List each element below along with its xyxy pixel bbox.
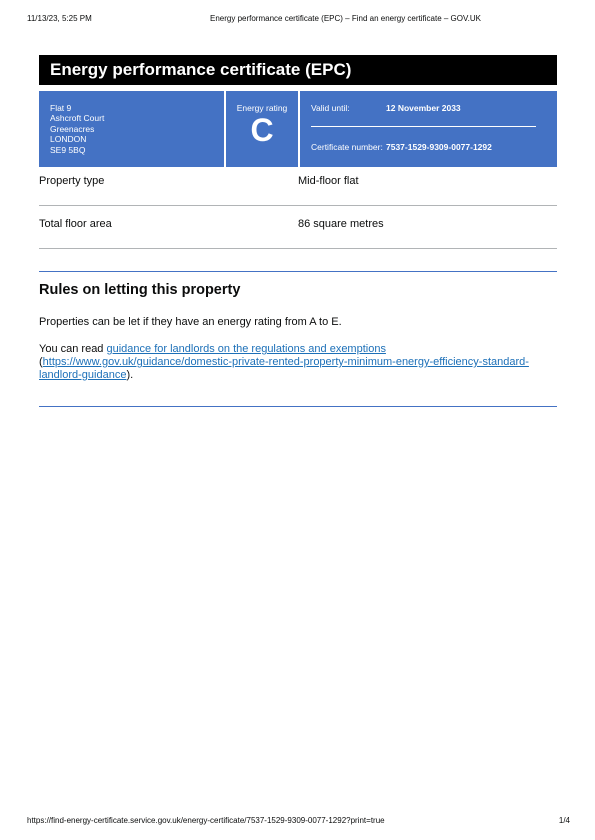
detail-row-floor-area xyxy=(39,206,557,249)
print-page-title: Energy performance certificate (EPC) – Find an energy certificate – GOV.UK xyxy=(210,14,481,23)
certificate-number-label: Certificate number: xyxy=(311,142,383,152)
energy-rating-letter: C xyxy=(250,112,274,148)
valid-until-label: Valid until: xyxy=(311,103,350,113)
guidance-url-link[interactable]: https://www.gov.uk/guidance/domestic-private-rented-property-minimum-energy-efficiency-standard-landlord-guidance xyxy=(39,356,529,381)
property-address xyxy=(39,91,224,167)
guidance-url-close: ) xyxy=(126,369,131,381)
address-line: LONDON xyxy=(50,134,87,145)
section-divider-top xyxy=(39,271,557,272)
print-footer xyxy=(27,816,570,828)
certificate-summary xyxy=(39,91,557,167)
print-url: https://find-energy-certificate.service.gov.uk/energy-certificate/7537-1529-9309-0077-1292?print=true xyxy=(27,816,385,825)
certificate-heading: Energy performance certificate (EPC) xyxy=(39,55,557,85)
energy-rating-label: Energy rating xyxy=(236,103,288,113)
address-line: SE9 5BQ xyxy=(50,144,86,155)
letting-rating-text: Properties can be let if they have an energy rating from A to E. xyxy=(39,316,342,328)
validity-divider xyxy=(311,126,536,127)
letting-guidance-paragraph xyxy=(39,343,529,382)
detail-value: Mid-floor flat xyxy=(298,175,359,187)
print-header xyxy=(27,14,570,26)
certificate-number: 7537-1529-9309-0077-1292 xyxy=(386,142,492,152)
detail-value: 86 square metres xyxy=(298,218,384,230)
address-line: Flat 9 xyxy=(50,103,72,113)
address-line: Greenacres xyxy=(50,123,95,134)
letting-rules-heading: Rules on letting this property xyxy=(39,282,241,298)
detail-label: Total floor area xyxy=(39,218,112,230)
valid-until-date: 12 November 2033 xyxy=(386,103,461,113)
detail-row-property-type xyxy=(39,163,557,206)
guidance-period: . xyxy=(130,369,134,381)
guidance-link[interactable]: guidance for landlords on the regulations and exemptions xyxy=(106,343,386,355)
guidance-prefix: You can read xyxy=(39,343,107,355)
print-page-number: 1/4 xyxy=(558,816,570,825)
detail-label: Property type xyxy=(39,175,105,187)
section-divider-bottom xyxy=(39,406,557,407)
guidance-url-open: ( xyxy=(39,356,43,368)
print-datetime: 11/13/23, 5:25 PM xyxy=(27,14,92,23)
validity-box xyxy=(300,91,557,167)
address-line: Ashcroft Court xyxy=(50,113,105,124)
energy-rating-box xyxy=(226,91,298,167)
